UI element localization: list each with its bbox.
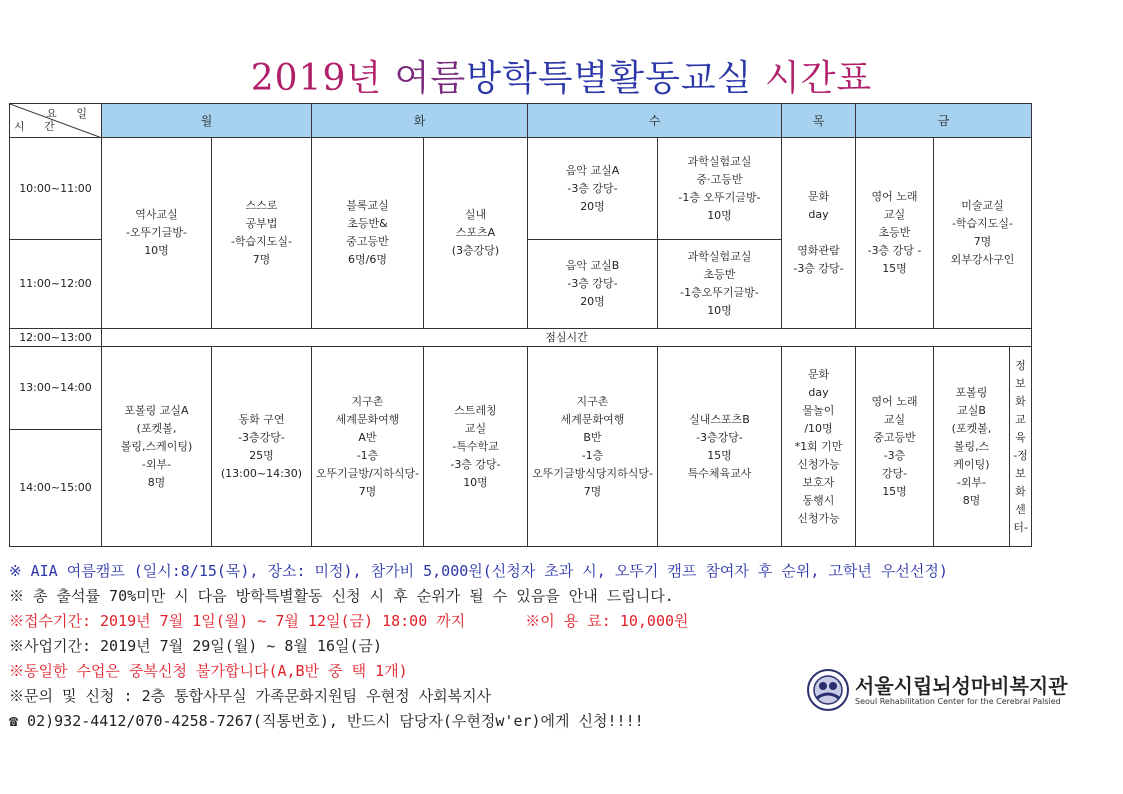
fri-am-2 bbox=[934, 138, 1032, 329]
cell-line: 20명 bbox=[580, 295, 605, 309]
tue-am-1 bbox=[312, 138, 424, 329]
cell-line: 10명 bbox=[707, 208, 732, 222]
cell-line: -학습지도실- bbox=[230, 235, 293, 249]
time-10: 10:00~11:00 bbox=[10, 138, 102, 240]
cell-line: 역사교실 bbox=[135, 208, 178, 222]
cell-line: 15명 bbox=[882, 262, 907, 276]
note-program-period: ※사업기간: 2019년 7월 29일(월) ~ 8월 16일(금) bbox=[9, 637, 383, 655]
cell-line: 10명 bbox=[707, 304, 732, 318]
cell-line: 교실 bbox=[883, 412, 906, 426]
cell-line: 특수체육교사 bbox=[687, 466, 752, 480]
cell-line: 문화 bbox=[807, 367, 830, 381]
cell-line: 실내스포츠B bbox=[689, 412, 750, 426]
mon-pm-1 bbox=[102, 347, 212, 547]
center-name: 서울시립뇌성마비복지관 bbox=[855, 674, 1068, 698]
tue-pm-2 bbox=[424, 347, 528, 547]
cell-line: *1회 기만 bbox=[794, 439, 843, 453]
cell-line: 오뚜기글방식당지하식당- bbox=[532, 466, 653, 480]
cell-line: (13:00~14:30) bbox=[220, 466, 303, 480]
cell-line: -3층 bbox=[883, 448, 906, 462]
time-14: 14:00~15:00 bbox=[10, 429, 102, 546]
cell-line: 25명 bbox=[249, 448, 274, 462]
wed-am-2a bbox=[658, 138, 782, 240]
cell-line: 음악 교실A bbox=[565, 163, 620, 177]
cell-line: 교육 bbox=[1015, 412, 1026, 444]
cell-line: -3층강당- bbox=[238, 430, 285, 444]
header-fri: 금 bbox=[856, 104, 1032, 138]
cell-line: 중고등반 bbox=[873, 430, 916, 444]
cell-line: 초등반 bbox=[878, 226, 911, 240]
cell-line: 10명 bbox=[144, 244, 169, 258]
cell-line: (3층강당) bbox=[451, 244, 500, 258]
cell-line: 터- bbox=[1013, 520, 1028, 534]
cell-line: 6명/6명 bbox=[348, 253, 387, 267]
cell-line: 미술교실 bbox=[961, 199, 1004, 213]
thu-am bbox=[782, 138, 856, 329]
cell-line: A반 bbox=[358, 430, 377, 444]
cell-line: 볼링,스케이팅) bbox=[120, 439, 193, 453]
cell-line: -3층 강당- bbox=[567, 277, 618, 291]
tue-pm-1 bbox=[312, 347, 424, 547]
cell-line: (포켓볼, bbox=[136, 421, 177, 435]
cell-line: 중·고등반 bbox=[696, 172, 743, 186]
cell-line: 스포츠A bbox=[455, 226, 496, 240]
center-emblem-icon bbox=[806, 668, 850, 712]
cell-line: B반 bbox=[583, 430, 602, 444]
header-mon: 월 bbox=[102, 104, 312, 138]
cell-line: 15명 bbox=[707, 448, 732, 462]
cell-line: 공부법 bbox=[245, 217, 278, 231]
cell-line: 영어 노래 bbox=[871, 394, 918, 408]
cell-line: 과학실험교실 bbox=[687, 250, 752, 264]
cell-line: 7명 bbox=[583, 484, 602, 498]
row-lunch bbox=[10, 329, 1032, 347]
cell-line: -3층 강당- bbox=[450, 457, 501, 471]
cell-line: 강당- bbox=[881, 466, 908, 480]
corner-time-label: 시 간 bbox=[14, 120, 63, 134]
note-phone: ☎ 02)932-4412/070-4258-7267(직통번호), 반드시 담당자(우현정w'er)에게 신청!!!! bbox=[9, 712, 644, 730]
center-english-name: Seoul Rehabilitation Center for the Cerebral Palsied bbox=[855, 697, 1061, 706]
cell-line: 신청가능 bbox=[797, 511, 840, 525]
cell-line: (포켓볼, bbox=[951, 421, 992, 435]
cell-line: -1층오뚜기글방- bbox=[680, 286, 759, 300]
timetable bbox=[9, 103, 1032, 547]
cell-line: 초등반& bbox=[347, 217, 388, 231]
cell-line: 영화관람 bbox=[797, 244, 840, 258]
cell-line: -정보화센 bbox=[1013, 448, 1028, 516]
cell-line: 7명 bbox=[973, 235, 992, 249]
mon-pm-2 bbox=[212, 347, 312, 547]
cell-line: 문화 bbox=[807, 190, 830, 204]
cell-line: -1층 bbox=[356, 448, 379, 462]
note-camp: ※ AIA 여름캠프 (일시:8/15(목), 장소: 미정), 참가비 5,000원(신청자 초과 시, 오뚜기 캠프 참여자 후 순위, 고학년 우선선정) bbox=[9, 562, 948, 580]
corner-day-label: 요 일 bbox=[46, 107, 95, 120]
cell-line: 세계문화여행 bbox=[335, 412, 400, 426]
corner-cell bbox=[10, 104, 102, 138]
cell-line: -1층 오뚜기글방- bbox=[678, 190, 761, 204]
time-13: 13:00~14:00 bbox=[10, 347, 102, 430]
cell-line: 정보화 bbox=[1015, 358, 1026, 408]
tue-am-2 bbox=[424, 138, 528, 329]
row-10 bbox=[10, 138, 1032, 240]
time-lunch: 12:00~13:00 bbox=[10, 329, 102, 347]
cell-line: 교실 bbox=[883, 208, 906, 222]
cell-line: 영어 노래 bbox=[871, 190, 918, 204]
cell-line: 7명 bbox=[358, 484, 377, 498]
cell-line: 중고등반 bbox=[346, 235, 389, 249]
cell-line: 지구촌 bbox=[351, 394, 384, 408]
wed-pm-2 bbox=[658, 347, 782, 547]
cell-line: day bbox=[808, 385, 829, 399]
title-year: 2019년 bbox=[250, 58, 383, 99]
cell-line: -특수학교 bbox=[452, 439, 499, 453]
mon-am-2 bbox=[212, 138, 312, 329]
cell-line: 외부강사구인 bbox=[950, 253, 1015, 267]
thu-pm bbox=[782, 347, 856, 547]
cell-line: 포볼링 교실A bbox=[124, 403, 189, 417]
cell-line: 10명 bbox=[463, 475, 488, 489]
cell-line: day bbox=[808, 208, 829, 222]
note-attendance: ※ 총 출석률 70%미만 시 다음 방학특별활동 신청 시 후 순위가 될 수 있음을 안내 드립니다. bbox=[9, 587, 674, 605]
cell-line: 20명 bbox=[580, 199, 605, 213]
cell-line: 과학실험교실 bbox=[687, 154, 752, 168]
cell-line: 오뚜기글방/지하식당- bbox=[315, 466, 420, 480]
cell-line: /10명 bbox=[804, 421, 833, 435]
cell-line: 케이팅) bbox=[953, 457, 990, 471]
cell-line: 보호자 bbox=[802, 475, 835, 489]
center-logo bbox=[806, 668, 1076, 712]
cell-line: -오뚜기글방- bbox=[125, 226, 188, 240]
cell-line: -1층 bbox=[581, 448, 604, 462]
header-thu: 목 bbox=[782, 104, 856, 138]
cell-line: 신청가능 bbox=[797, 457, 840, 471]
title-season: 여름 bbox=[394, 58, 467, 99]
fri-pm-2 bbox=[934, 347, 1010, 547]
row-13 bbox=[10, 347, 1032, 430]
note-duplicate: ※동일한 수업은 중복신청 불가합니다(A,B반 중 택 1개) bbox=[9, 662, 408, 680]
wed-am-1a bbox=[528, 138, 658, 240]
cell-line: -외부- bbox=[956, 475, 987, 489]
cell-line: 8명 bbox=[147, 475, 166, 489]
fri-pm-1 bbox=[856, 347, 934, 547]
cell-line: 8명 bbox=[962, 493, 981, 507]
header-tue: 화 bbox=[312, 104, 528, 138]
note-registration bbox=[9, 609, 1109, 634]
cell-line: 포볼링 bbox=[955, 385, 988, 399]
wed-am-1b bbox=[528, 240, 658, 329]
cell-line: 물놀이 bbox=[802, 403, 835, 417]
cell-line: -3층 강당- bbox=[567, 181, 618, 195]
title-schedule: 시간표 bbox=[764, 58, 873, 99]
header-wed: 수 bbox=[528, 104, 782, 138]
time-11: 11:00~12:00 bbox=[10, 240, 102, 329]
note-inquiry: ※문의 및 신청 : 2층 통합사무실 가족문화지원팀 우현정 사회복지사 bbox=[9, 687, 492, 705]
lunch-label: 점심시간 bbox=[102, 329, 1032, 347]
page-title bbox=[0, 50, 1123, 101]
cell-line: -학습지도실- bbox=[951, 217, 1014, 231]
note-fee: ※이 용 료: 10,000원 bbox=[525, 612, 689, 630]
cell-line: 교실B bbox=[957, 403, 986, 417]
cell-line: 7명 bbox=[252, 253, 271, 267]
fri-am-1 bbox=[856, 138, 934, 329]
cell-line: 볼링,스 bbox=[953, 439, 990, 453]
title-program: 방학특별활동교실 bbox=[466, 58, 753, 99]
cell-line bbox=[784, 224, 853, 242]
cell-line: 음악 교실B bbox=[565, 259, 620, 273]
cell-line: -3층강당- bbox=[696, 430, 743, 444]
note-registration-period: ※접수기간: 2019년 7월 1일(월) ~ 7월 12일(금) 18:00 까지 bbox=[9, 612, 466, 630]
fri-pm-3 bbox=[1010, 347, 1032, 547]
wed-pm-1 bbox=[528, 347, 658, 547]
cell-line: 지구촌 bbox=[576, 394, 609, 408]
cell-line: 스스로 bbox=[245, 199, 278, 213]
cell-line: -3층 강당- bbox=[793, 262, 844, 276]
cell-line: 스트레칭 bbox=[454, 403, 497, 417]
cell-line: 동화 구연 bbox=[238, 412, 285, 426]
cell-line: 실내 bbox=[464, 208, 487, 222]
cell-line: 15명 bbox=[882, 484, 907, 498]
cell-line: 초등반 bbox=[703, 268, 736, 282]
mon-am-1 bbox=[102, 138, 212, 329]
cell-line: 블록교실 bbox=[346, 199, 389, 213]
cell-line: 교실 bbox=[464, 421, 487, 435]
cell-line: -3층 강당 - bbox=[867, 244, 922, 258]
header-row bbox=[10, 104, 1032, 138]
cell-line: -외부- bbox=[141, 457, 172, 471]
wed-am-2b bbox=[658, 240, 782, 329]
cell-line: 동행시 bbox=[802, 493, 835, 507]
cell-line: 세계문화여행 bbox=[560, 412, 625, 426]
